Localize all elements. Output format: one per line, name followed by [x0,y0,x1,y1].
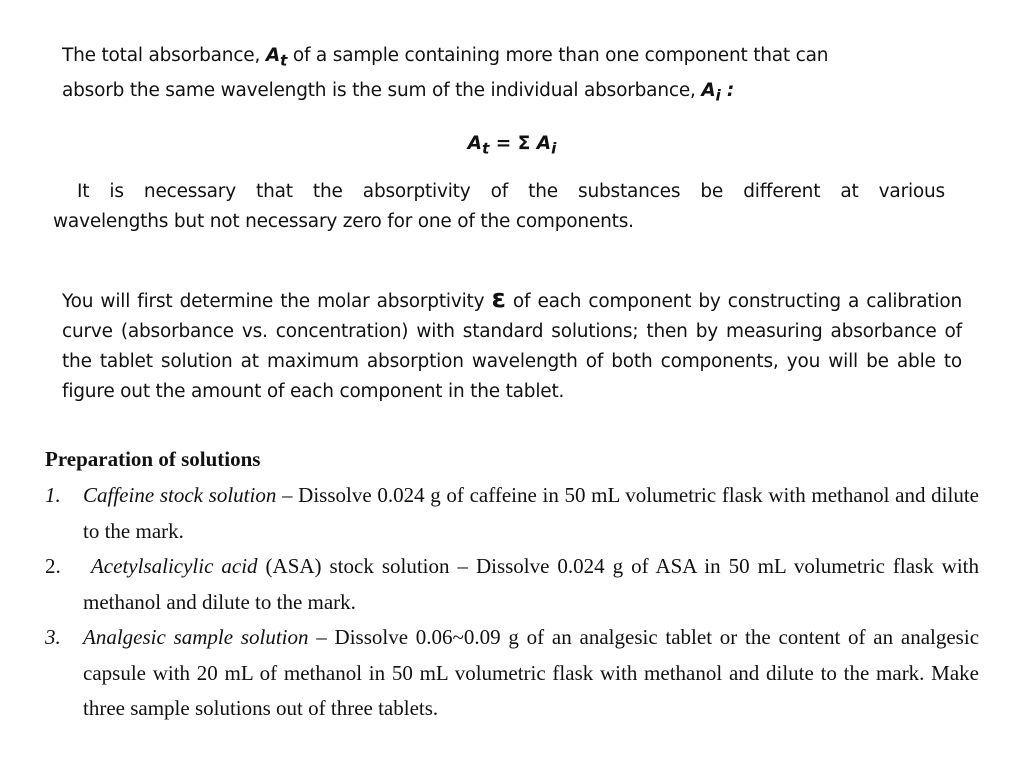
colon: : [720,79,735,101]
solution-name: Acetylsalicylic acid [90,554,258,578]
intro-text-3: absorb the same wavelength is the sum of the individual absorbance, [62,79,702,101]
absorptivity-note-line-2: wavelengths but not necessary zero for one of the components. [53,211,634,232]
list-item-text [83,478,979,549]
intro-text-2: of a sample containing more than one component that can [287,45,829,66]
absorptivity-note-line-1: It is necessary that the absorptivity of the substances be different at various [77,181,945,202]
list-item [45,549,979,620]
symbol-A: A [265,45,280,66]
formula-lhs: A [467,133,482,154]
preparation-list [45,478,979,727]
solution-name: Analgesic sample solution [83,625,309,649]
method-text-1: You will first determine the molar absorptivity [62,291,492,312]
list-item-number: 1. [45,483,61,507]
list-item-number: 3. [45,625,61,649]
formula-lhs-subscript: t [481,139,490,158]
intro-line-2 [62,76,942,111]
solution-instructions: (ASA) stock solution – Dissolve 0.024 g of ASA in 50 mL volumetric flask with methanol and dilute to the mark. [83,554,980,614]
symbol-A: A [701,79,716,101]
subscript-t: t [279,51,288,70]
formula-rhs: A [536,133,552,154]
summation-formula [0,129,1024,164]
method-paragraph [62,284,962,407]
individual-absorbance-symbol [701,79,735,105]
solution-instructions: – Dissolve 0.024 g of caffeine in 50 mL volumetric flask with methanol and dilute to the mark. [83,483,979,543]
formula-rhs-subscript: i [551,139,557,158]
list-item [45,620,979,727]
list-item [45,478,979,549]
intro-line-1 [62,41,942,76]
total-absorbance-symbol [265,45,288,70]
list-item-text [83,549,979,620]
preparation-heading: Preparation of solutions [45,447,261,471]
subscript-i: i [715,86,721,105]
formula-operator: = Σ [489,133,537,154]
intro-paragraph [62,41,942,110]
method-text-2: of each component by constructing a calibration curve (absorbance vs. concentration) with standard solutions; then by measuring absorbance of the tablet solution at maximum absorption wavelength of both components, you will be able to figure out the amount of each component in the tablet. [62,291,962,402]
list-item-number: 2. [45,554,61,578]
solution-name: Caffeine stock solution [83,483,277,507]
solution-instructions: – Dissolve 0.06~0.09 g of an analgesic tablet or the content of an analgesic capsule with 20 mL of methanol in 50 mL volumetric flask with methanol and dilute to the mark. Make three sample solutions out of three tablets. [83,625,980,720]
absorptivity-note [53,177,945,237]
list-item-text [83,620,979,727]
molar-absorptivity-symbol: ε [491,284,506,314]
intro-text-1: The total absorbance, [62,45,266,66]
